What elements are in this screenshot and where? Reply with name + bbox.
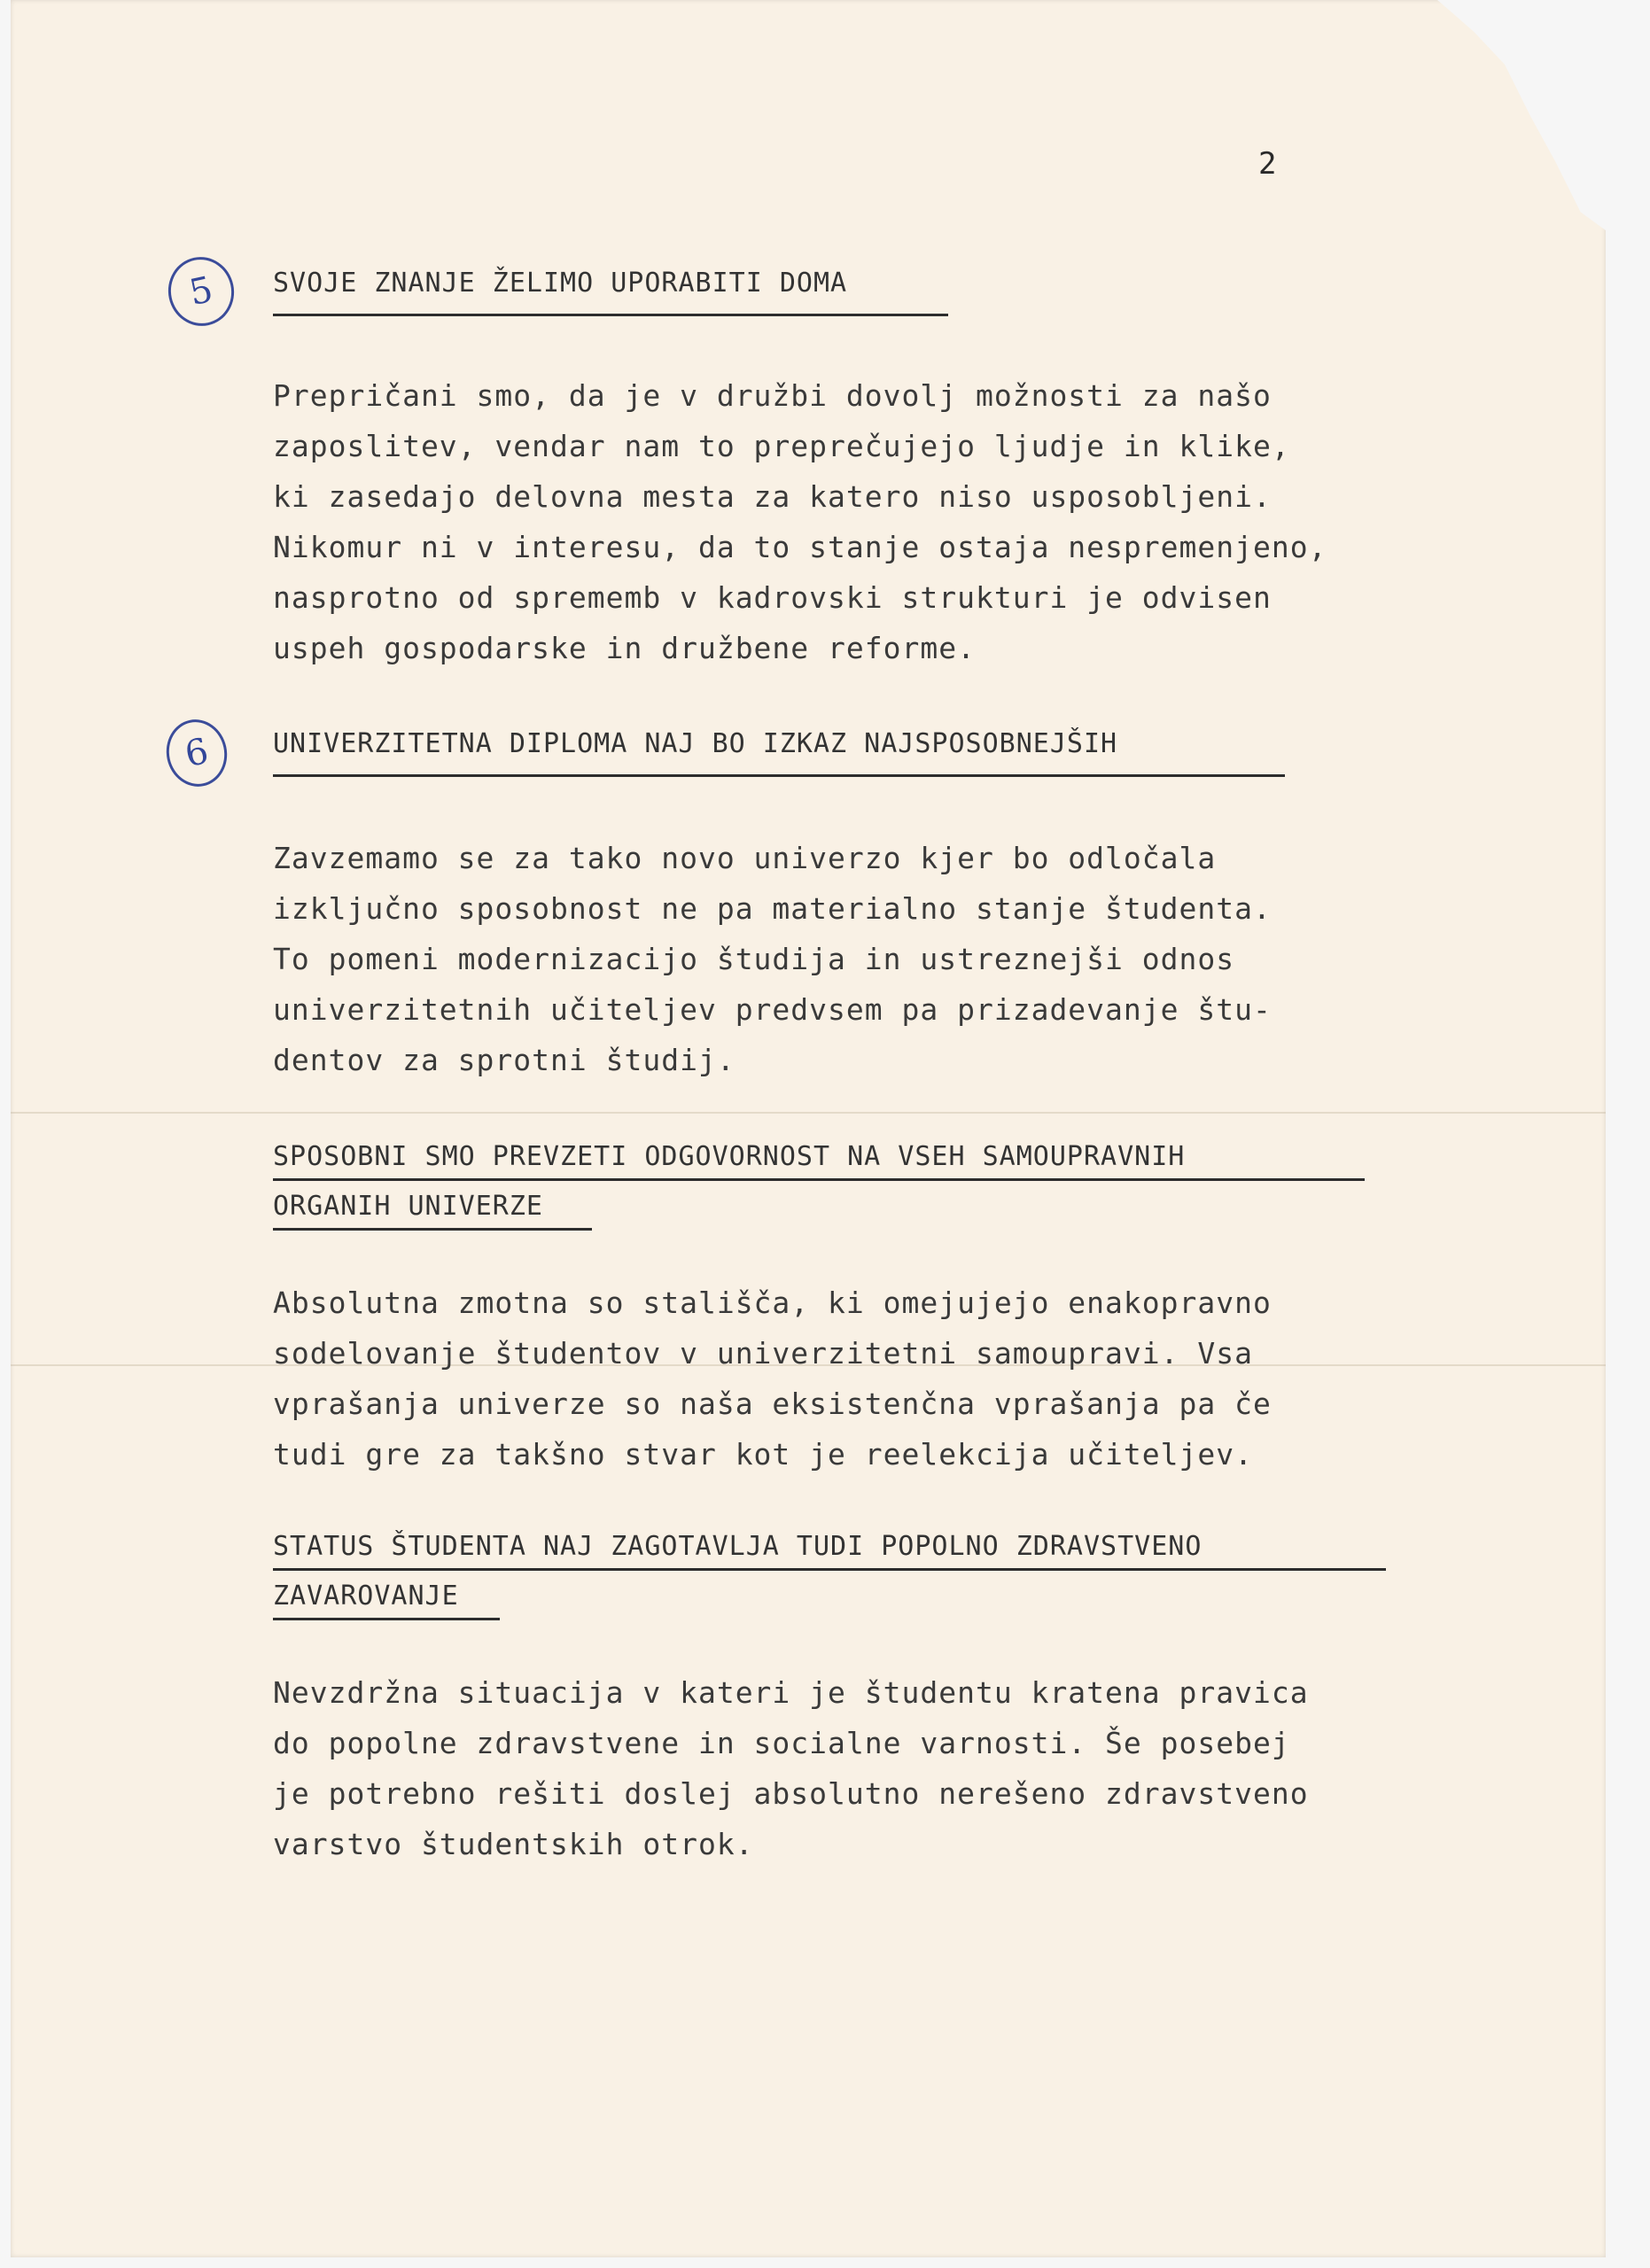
heading-line: STATUS ŠTUDENTA NAJ ZAGOTAVLJA TUDI POPOLNO ZDRAVSTVENO bbox=[273, 1531, 1202, 1562]
heading-line: SVOJE ZNANJE ŽELIMO UPORABITI DOMA bbox=[273, 268, 848, 299]
paragraph-line: uspeh gospodarske in družbene reforme. bbox=[273, 631, 976, 665]
fold-line bbox=[11, 1112, 1606, 1114]
heading-underline bbox=[273, 1228, 592, 1231]
paragraph-line: varstvo študentskih otrok. bbox=[273, 1827, 754, 1861]
page-number: 2 bbox=[1258, 146, 1277, 182]
heading-underline bbox=[273, 1178, 1365, 1181]
section-paragraph bbox=[273, 1278, 1272, 1480]
handwritten-marker: 6 bbox=[160, 714, 233, 792]
section-heading bbox=[273, 1522, 1202, 1621]
section-paragraph bbox=[273, 370, 1327, 673]
section-heading bbox=[273, 259, 847, 308]
paragraph-line: dentov za sprotni študij. bbox=[273, 1043, 735, 1077]
section-heading bbox=[273, 719, 1117, 769]
paragraph-line: Nevzdržna situacija v kateri je študentu kratena pravica bbox=[273, 1675, 1309, 1710]
heading-underline bbox=[273, 1618, 500, 1620]
heading-underline bbox=[273, 314, 948, 316]
paragraph-line: Zavzemamo se za tako novo univerzo kjer bo odločala bbox=[273, 841, 1217, 875]
paragraph-line: izključno sposobnost ne pa materialno stanje študenta. bbox=[273, 891, 1272, 926]
heading-line: ZAVAROVANJE bbox=[273, 1581, 459, 1612]
document-page bbox=[11, 0, 1606, 2257]
paragraph-line: univerzitetnih učiteljev predvsem pa prizadevanje štu- bbox=[273, 992, 1272, 1027]
paragraph-line: Nikomur ni v interesu, da to stanje ostaja nespremenjeno, bbox=[273, 530, 1327, 564]
paragraph-line: nasprotno od sprememb v kadrovski strukturi je odvisen bbox=[273, 580, 1272, 615]
heading-line: SPOSOBNI SMO PREVZETI ODGOVORNOST NA VSEH SAMOUPRAVNIH bbox=[273, 1141, 1186, 1172]
handwritten-marker: 5 bbox=[162, 251, 241, 332]
section-heading bbox=[273, 1132, 1185, 1231]
section-paragraph bbox=[273, 1667, 1309, 1869]
paragraph-line: ki zasedajo delovna mesta za katero niso usposobljeni. bbox=[273, 479, 1272, 514]
heading-line: ORGANIH UNIVERZE bbox=[273, 1191, 543, 1222]
torn-corner bbox=[1437, 0, 1606, 230]
paragraph-line: Prepričani smo, da je v družbi dovolj možnosti za našo bbox=[273, 378, 1272, 413]
paragraph-line: vprašanja univerze so naša eksistenčna vprašanja pa če bbox=[273, 1386, 1272, 1421]
paragraph-line: do popolne zdravstvene in socialne varnosti. Še posebej bbox=[273, 1726, 1290, 1760]
paragraph-line: je potrebno rešiti doslej absolutno nerešeno zdravstveno bbox=[273, 1776, 1309, 1811]
paragraph-line: sodelovanje študentov v univerzitetni samoupravi. Vsa bbox=[273, 1336, 1253, 1371]
heading-underline bbox=[273, 774, 1285, 777]
paragraph-line: Absolutna zmotna so stališča, ki omejujejo enakopravno bbox=[273, 1285, 1272, 1320]
section-paragraph bbox=[273, 833, 1272, 1085]
heading-line: UNIVERZITETNA DIPLOMA NAJ BO IZKAZ NAJSPOSOBNEJŠIH bbox=[273, 728, 1118, 759]
paragraph-line: tudi gre za takšno stvar kot je reelekcija učiteljev. bbox=[273, 1437, 1253, 1472]
heading-underline bbox=[273, 1568, 1386, 1571]
paragraph-line: zaposlitev, vendar nam to preprečujejo ljudje in klike, bbox=[273, 429, 1290, 463]
paragraph-line: To pomeni modernizacijo študija in ustreznejši odnos bbox=[273, 942, 1235, 976]
